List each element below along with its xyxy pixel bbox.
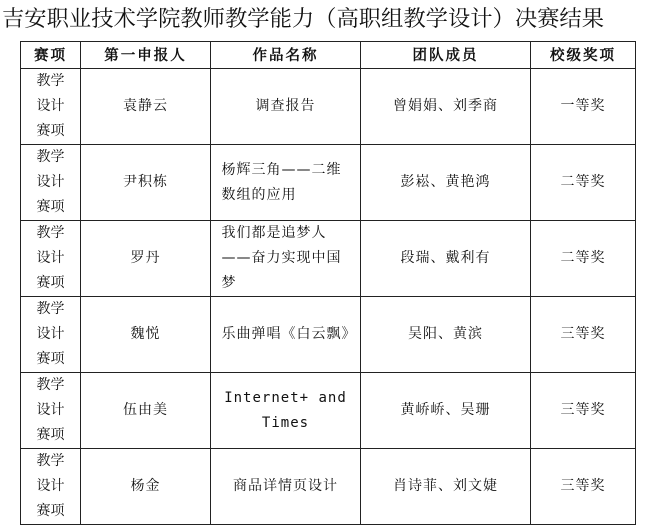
work-text: Internet+ and Times bbox=[224, 389, 347, 431]
award-cell: 二等奖 bbox=[531, 221, 636, 297]
table-row bbox=[21, 69, 636, 145]
work-text: 杨辉三角——二维数组的应用 bbox=[221, 161, 342, 203]
award-cell: 三等奖 bbox=[531, 449, 636, 525]
members-cell: 吴阳、黄滨 bbox=[361, 297, 531, 373]
award-cell: 三等奖 bbox=[531, 373, 636, 449]
category-cell bbox=[21, 145, 81, 221]
category-text: 教学设计赛项 bbox=[36, 453, 65, 519]
category-text: 教学设计赛项 bbox=[36, 301, 65, 367]
table-row bbox=[21, 297, 636, 373]
applicant-cell: 袁静云 bbox=[81, 69, 211, 145]
table-row bbox=[21, 221, 636, 297]
work-text: 调查报告 bbox=[255, 98, 316, 114]
header-work: 作品名称 bbox=[211, 42, 361, 69]
page-title: 吉安职业技术学院教师教学能力（高职组教学设计）决赛结果 bbox=[2, 6, 605, 32]
category-text: 教学设计赛项 bbox=[36, 225, 65, 291]
category-cell bbox=[21, 69, 81, 145]
work-text: 我们都是追梦人——奋力实现中国梦 bbox=[221, 225, 342, 291]
table-row bbox=[21, 145, 636, 221]
header-award: 校级奖项 bbox=[531, 42, 636, 69]
members-cell: 彭崧、黄艳鸿 bbox=[361, 145, 531, 221]
work-cell bbox=[211, 297, 361, 373]
category-text: 教学设计赛项 bbox=[36, 149, 65, 215]
work-cell bbox=[211, 373, 361, 449]
members-cell: 段瑞、戴利有 bbox=[361, 221, 531, 297]
applicant-cell: 魏悦 bbox=[81, 297, 211, 373]
applicant-cell: 尹积栋 bbox=[81, 145, 211, 221]
category-cell bbox=[21, 297, 81, 373]
category-cell bbox=[21, 449, 81, 525]
award-cell: 一等奖 bbox=[531, 69, 636, 145]
members-cell: 肖诗菲、刘文婕 bbox=[361, 449, 531, 525]
results-table bbox=[20, 41, 636, 525]
members-cell: 黄峤峤、吴珊 bbox=[361, 373, 531, 449]
work-cell bbox=[211, 449, 361, 525]
header-applicant: 第一申报人 bbox=[81, 42, 211, 69]
header-row bbox=[21, 42, 636, 69]
category-text: 教学设计赛项 bbox=[36, 377, 65, 443]
award-cell: 二等奖 bbox=[531, 145, 636, 221]
work-text: 乐曲弹唱《白云飘》 bbox=[221, 326, 357, 342]
table-row bbox=[21, 449, 636, 525]
work-cell bbox=[211, 221, 361, 297]
applicant-cell: 伍由美 bbox=[81, 373, 211, 449]
members-cell: 曾娟娟、刘季商 bbox=[361, 69, 531, 145]
header-members: 团队成员 bbox=[361, 42, 531, 69]
applicant-cell: 罗丹 bbox=[81, 221, 211, 297]
table-row bbox=[21, 373, 636, 449]
work-cell bbox=[211, 145, 361, 221]
work-cell bbox=[211, 69, 361, 145]
header-category: 赛项 bbox=[21, 42, 81, 69]
category-cell bbox=[21, 373, 81, 449]
work-text: 商品详情页设计 bbox=[233, 478, 338, 494]
category-cell bbox=[21, 221, 81, 297]
applicant-cell: 杨金 bbox=[81, 449, 211, 525]
award-cell: 三等奖 bbox=[531, 297, 636, 373]
category-text: 教学设计赛项 bbox=[36, 73, 65, 139]
